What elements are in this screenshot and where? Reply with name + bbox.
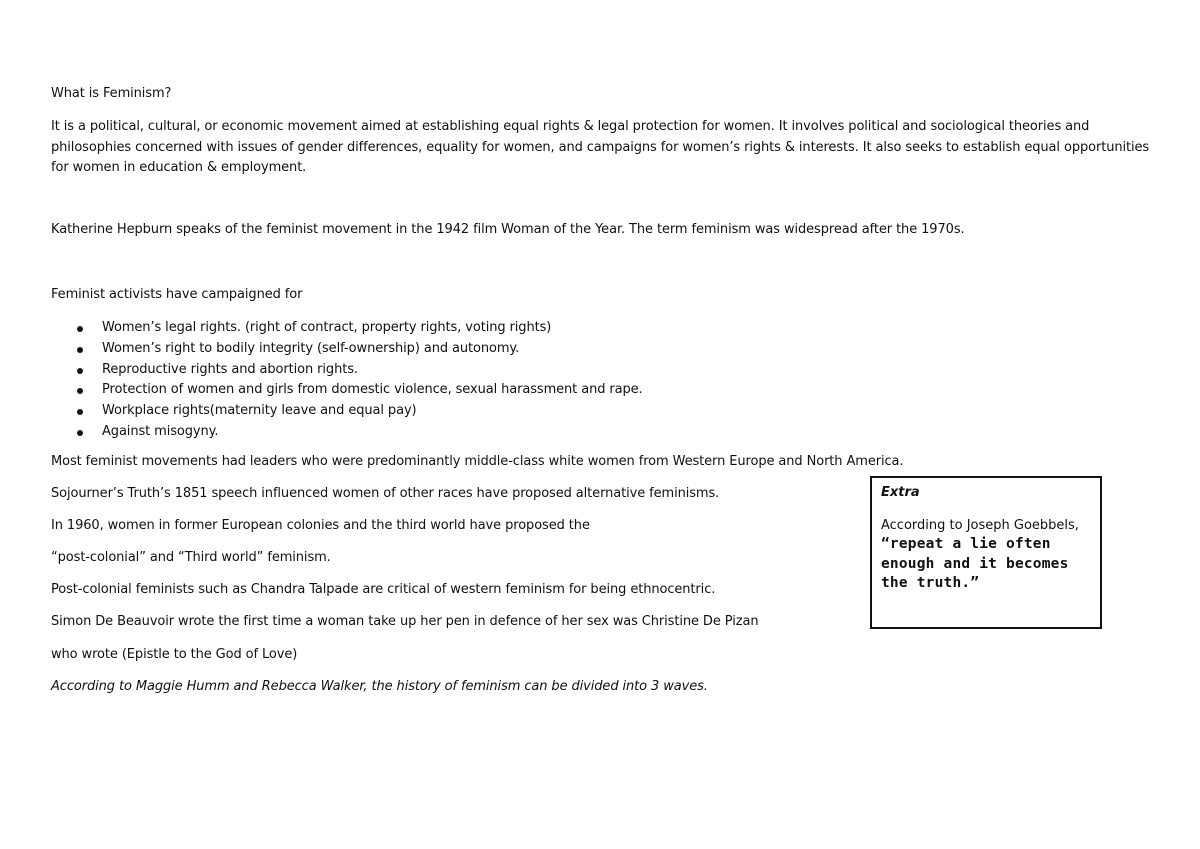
- bullet-icon: [77, 388, 83, 394]
- bullet-icon: [77, 368, 83, 374]
- campaign-intro: Feminist activists have campaigned for: [51, 287, 303, 302]
- leaders-paragraph: Most feminist movements had leaders who were predominantly middle-class white women from Western Europe and North America.: [51, 454, 904, 469]
- list-item: Workplace rights(maternity leave and equal pay): [51, 401, 643, 422]
- definition-line: It is a political, cultural, or economic movement aimed at establishing equal rights & legal protection for women. It involves political and sociological theories and: [51, 119, 1090, 134]
- definition-paragraph: [51, 117, 1151, 179]
- campaign-list: [51, 318, 643, 443]
- talpade-paragraph: Post-colonial feminists such as Chandra Talpade are critical of western feminism for being ethnocentric.: [51, 582, 716, 597]
- list-item: Reproductive rights and abortion rights.: [51, 360, 643, 381]
- sojourner-paragraph: Sojourner’s Truth’s 1851 speech influenced women of other races have proposed alternative feminisms.: [51, 486, 720, 501]
- definition-line: philosophies concerned with issues of gender differences, equality for women, and campaigns for women’s rights & interests. It also seeks to establish equal opportunities: [51, 139, 1150, 155]
- extra-text-box: [870, 476, 1102, 629]
- list-item: Protection of women and girls from domestic violence, sexual harassment and rape.: [51, 380, 643, 401]
- extra-title: Extra: [881, 485, 920, 500]
- waves-paragraph: According to Maggie Humm and Rebecca Walker, the history of feminism can be divided into 3 waves.: [51, 679, 708, 694]
- definition-line: for women in education & employment.: [51, 160, 307, 175]
- bullet-icon: [77, 409, 83, 415]
- list-item: Against misogyny.: [51, 422, 643, 443]
- postcolonial-paragraph: “post-colonial” and “Third world” feminism.: [51, 550, 331, 565]
- extra-source: According to Joseph Goebbels,: [881, 518, 1079, 533]
- page-heading: What is Feminism?: [51, 86, 172, 101]
- hepburn-paragraph: Katherine Hepburn speaks of the feminist movement in the 1942 film Woman of the Year. The term feminism was widespread after the 1970s.: [51, 222, 965, 237]
- extra-quote: “repeat a lie often enough and it becomes the truth.”: [881, 536, 1069, 591]
- epistle-paragraph: who wrote (Epistle to the God of Love): [51, 647, 298, 662]
- bullet-icon: [77, 326, 83, 332]
- colonies-paragraph: In 1960, women in former European colonies and the third world have proposed the: [51, 518, 590, 533]
- bullet-icon: [77, 430, 83, 436]
- beauvoir-paragraph: Simon De Beauvoir wrote the first time a woman take up her pen in defence of her sex was Christine De Pizan: [51, 614, 759, 629]
- bullet-icon: [77, 347, 83, 353]
- list-item: Women’s legal rights. (right of contract, property rights, voting rights): [51, 318, 643, 339]
- list-item: Women’s right to bodily integrity (self-ownership) and autonomy.: [51, 339, 643, 360]
